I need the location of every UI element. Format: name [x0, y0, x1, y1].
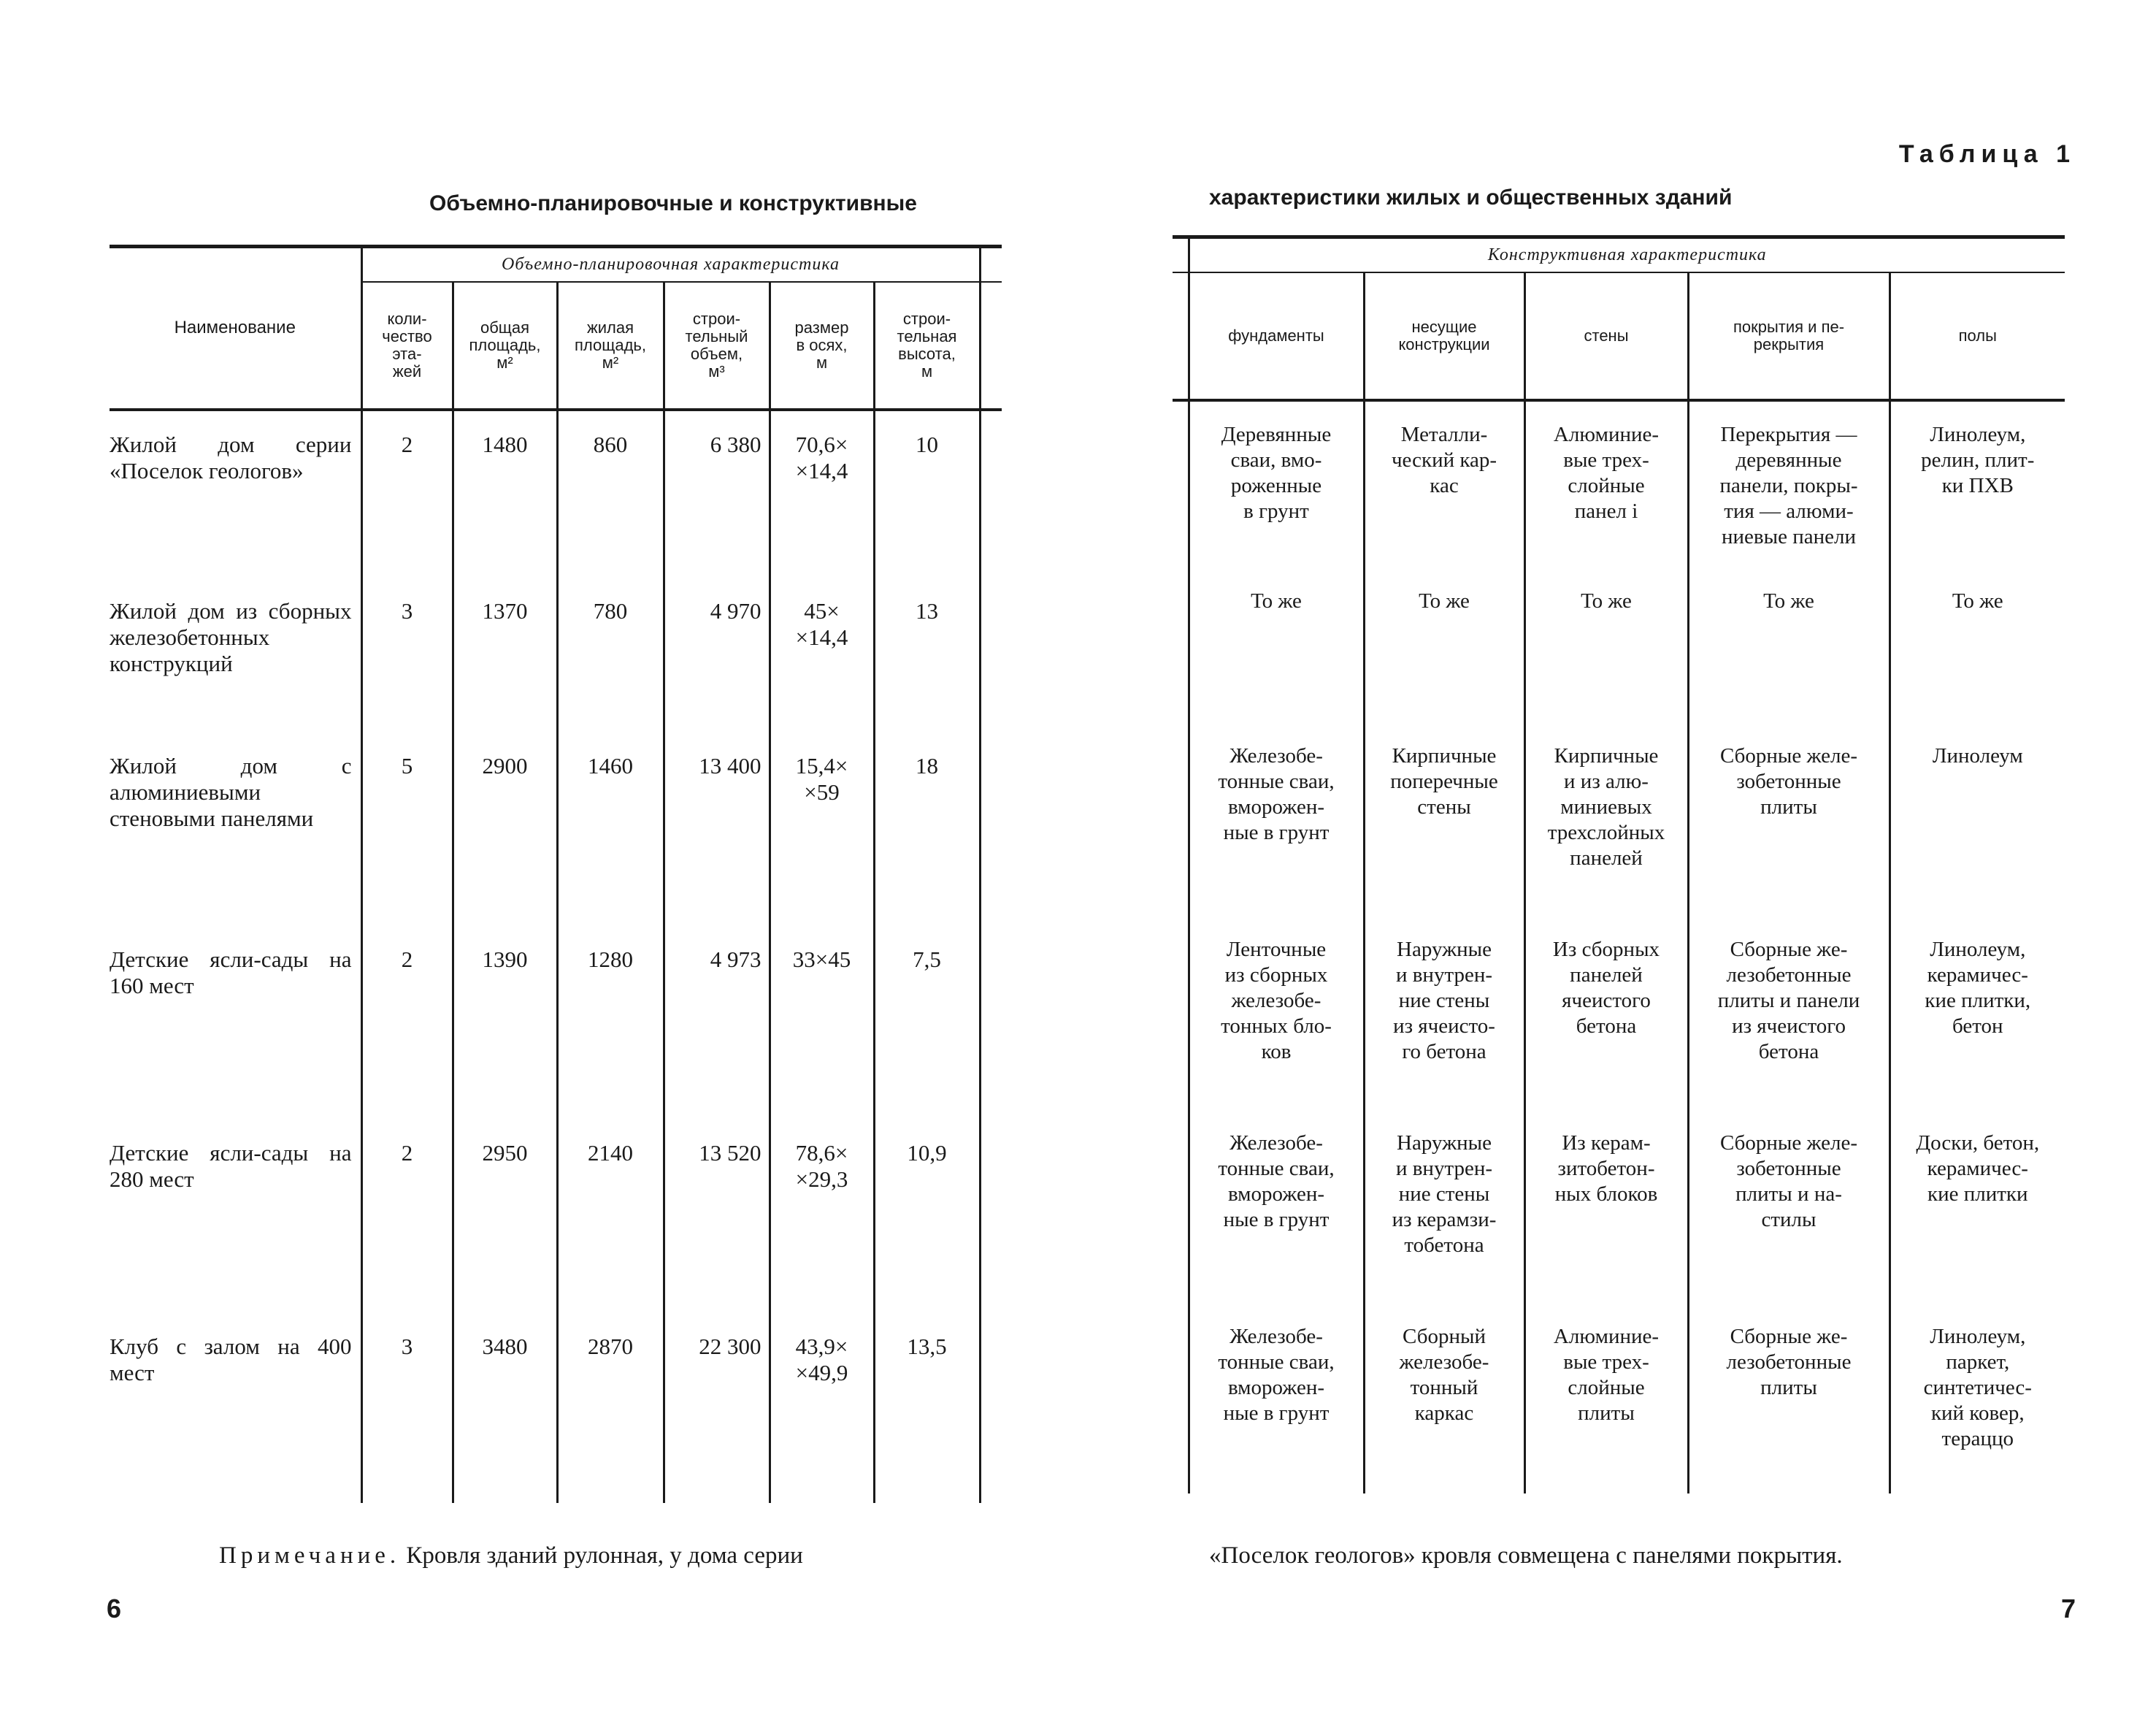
cell-building-name: Жилой дом серии «Поселок геологов»: [110, 431, 352, 483]
cell-building-name: Жилой дом с алюминиевыми стеновыми панелями: [110, 752, 352, 831]
col-floors-cover-header: полы: [1890, 272, 2065, 400]
cell-volume: 13 400: [664, 733, 770, 926]
cell-walls: Из сборных панелей ячеистого бетона: [1524, 917, 1688, 1110]
cell-floors: 3: [361, 1313, 453, 1503]
col-living-area-header: жилая площадь, м²: [557, 282, 664, 410]
col-volume-header: строи- тельный объем, м³: [664, 282, 770, 410]
row-spacer: [980, 733, 1002, 926]
cell-total-area: 1480: [453, 410, 557, 578]
cell-roofing: Сборные желе- зобетонные плиты и на- стилы: [1688, 1110, 1890, 1304]
cell-floors: 2: [361, 410, 453, 578]
cell-bearing: Металли- ческий кар- кас: [1364, 400, 1524, 568]
cell-height: 18: [874, 733, 980, 926]
header-spacer: [1173, 237, 1189, 272]
col-walls-header: стены: [1524, 272, 1688, 400]
cell-axes-size: 70,6× ×14,4: [770, 410, 874, 578]
cell-living-area: 780: [557, 578, 664, 733]
cell-roofing: Перекрытия — деревянные панели, покры- тия — алюми- ниевые панели: [1688, 400, 1890, 568]
cell-floors-cover: Линолеум, керамичес- кие плитки, бетон: [1890, 917, 2065, 1110]
row-spacer: [1173, 1304, 1189, 1493]
cell-volume: 4 973: [664, 926, 770, 1120]
cell-floors-cover: Доски, бетон, керамичес- кие плитки: [1890, 1110, 2065, 1304]
table-row: [110, 1313, 1002, 1503]
row-spacer: [980, 1313, 1002, 1503]
cell-building-name: Жилой дом из сборных железобетонных конструкций: [110, 597, 352, 676]
cell-roofing: Сборные же- лезобетонные плиты и панели из ячеистого бетона: [1688, 917, 1890, 1110]
cell-height: 10,9: [874, 1120, 980, 1313]
cell-floors: 5: [361, 733, 453, 926]
col-roofing-header: покрытия и пе- рекрытия: [1688, 272, 1890, 400]
page-number-right: 7: [2060, 1594, 2076, 1623]
cell-floors-cover: Линолеум: [1890, 723, 2065, 917]
table-row: [110, 926, 1002, 1120]
row-spacer: [980, 926, 1002, 1120]
cell-living-area: 860: [557, 410, 664, 578]
cell-floors: 2: [361, 1120, 453, 1313]
header-spacer: [1173, 272, 1189, 400]
cell-volume: 6 380: [664, 410, 770, 578]
row-spacer: [1173, 1110, 1189, 1304]
cell-foundations: Деревянные сваи, вмо- роженные в грунт: [1189, 400, 1364, 568]
col-floors-header: коли- чество эта- жей: [361, 282, 453, 410]
table-row: [110, 1120, 1002, 1313]
table-row: [1173, 1110, 2065, 1304]
cell-floors-cover: То же: [1890, 568, 2065, 723]
cell-foundations: Железобе- тонные сваи, вморожен- ные в грунт: [1189, 723, 1364, 917]
name-header: Наименование: [110, 247, 361, 410]
cell-volume: 4 970: [664, 578, 770, 733]
row-spacer: [1173, 917, 1189, 1110]
cell-axes-size: 43,9× ×49,9: [770, 1313, 874, 1503]
cell-volume: 22 300: [664, 1313, 770, 1503]
table-label: Таблица 1: [1898, 140, 2076, 168]
cell-building-name: Детские ясли-сады на 280 мест: [110, 1139, 352, 1192]
row-spacer: [1173, 723, 1189, 917]
cell-axes-size: 15,4× ×59: [770, 733, 874, 926]
cell-total-area: 1390: [453, 926, 557, 1120]
cell-living-area: 1280: [557, 926, 664, 1120]
page-number-left: 6: [107, 1594, 122, 1623]
note-right: «Поселок геологов» кровля совмещена с панелями покрытия.: [1209, 1542, 1843, 1569]
cell-walls: Алюминие- вые трех- слойные панел і: [1524, 400, 1688, 568]
row-spacer: [980, 410, 1002, 578]
table-row: [1173, 723, 2065, 917]
cell-foundations: Ленточные из сборных железобе- тонных бло- ков: [1189, 917, 1364, 1110]
table-row: [110, 410, 1002, 578]
cell-height: 13,5: [874, 1313, 980, 1503]
planning-table: [110, 245, 1002, 1503]
table-row: [1173, 1304, 2065, 1493]
cell-floors: 3: [361, 578, 453, 733]
col-foundations-header: фундаменты: [1189, 272, 1364, 400]
note-left: [219, 1542, 803, 1569]
cell-bearing: Кирпичные поперечные стены: [1364, 723, 1524, 917]
row-spacer: [980, 1120, 1002, 1313]
table-row: [1173, 917, 2065, 1110]
cell-walls: То же: [1524, 568, 1688, 723]
cell-walls: Из керам- зитобетон- ных блоков: [1524, 1110, 1688, 1304]
cell-building-name: Детские ясли-сады на 160 мест: [110, 946, 352, 998]
cell-volume: 13 520: [664, 1120, 770, 1313]
table-row: [1173, 400, 2065, 568]
cell-bearing: Наружные и внутрен- ние стены из керамзи- тобетона: [1364, 1110, 1524, 1304]
col-axes-header: размер в осях, м: [770, 282, 874, 410]
cell-total-area: 2900: [453, 733, 557, 926]
right-page: [1078, 0, 2156, 1725]
row-spacer: [1173, 568, 1189, 723]
cell-height: 7,5: [874, 926, 980, 1120]
row-spacer: [1173, 400, 1189, 568]
table-title-left: Объемно-планировочные и конструктивные: [429, 191, 917, 215]
cell-foundations: То же: [1189, 568, 1364, 723]
cell-roofing: Сборные желе- зобетонные плиты: [1688, 723, 1890, 917]
cell-total-area: 2950: [453, 1120, 557, 1313]
table-row: [110, 578, 1002, 733]
table-row: [110, 733, 1002, 926]
cell-foundations: Железобе- тонные сваи, вморожен- ные в грунт: [1189, 1304, 1364, 1493]
cell-floors-cover: Линолеум, релин, плит- ки ПХВ: [1890, 400, 2065, 568]
note-lead: Примечание.: [219, 1542, 401, 1569]
cell-living-area: 2140: [557, 1120, 664, 1313]
cell-axes-size: 78,6× ×29,3: [770, 1120, 874, 1313]
col-total-area-header: общая площадь, м²: [453, 282, 557, 410]
cell-height: 10: [874, 410, 980, 578]
cell-walls: Алюминие- вые трех- слойные плиты: [1524, 1304, 1688, 1493]
cell-axes-size: 45× ×14,4: [770, 578, 874, 733]
cell-living-area: 1460: [557, 733, 664, 926]
construction-table: [1173, 235, 2065, 1493]
cell-foundations: Железобе- тонные сваи, вморожен- ные в грунт: [1189, 1110, 1364, 1304]
cell-axes-size: 33×45: [770, 926, 874, 1120]
cell-floors: 2: [361, 926, 453, 1120]
cell-floors-cover: Линолеум, паркет, синтетичес- кий ковер, тераццо: [1890, 1304, 2065, 1493]
cell-building-name: Клуб с залом на 400 мест: [110, 1333, 352, 1385]
cell-bearing: То же: [1364, 568, 1524, 723]
cell-total-area: 3480: [453, 1313, 557, 1503]
col-height-header: строи- тельная высота, м: [874, 282, 980, 410]
cell-roofing: То же: [1688, 568, 1890, 723]
row-spacer: [980, 578, 1002, 733]
cell-roofing: Сборные же- лезобетонные плиты: [1688, 1304, 1890, 1493]
cell-walls: Кирпичные и из алю- миниевых трехслойных панелей: [1524, 723, 1688, 917]
header-spacer: [980, 282, 1002, 410]
cell-height: 13: [874, 578, 980, 733]
cell-bearing: Наружные и внутрен- ние стены из ячеисто- го бетона: [1364, 917, 1524, 1110]
cell-bearing: Сборный железобе- тонный каркас: [1364, 1304, 1524, 1493]
table-title-right: характеристики жилых и общественных зданий: [1209, 185, 1733, 210]
planning-group-header: Объемно-планировочная характеристика: [361, 247, 980, 282]
col-bearing-header: несущие конструкции: [1364, 272, 1524, 400]
cell-total-area: 1370: [453, 578, 557, 733]
cell-living-area: 2870: [557, 1313, 664, 1503]
table-row: [1173, 568, 2065, 723]
note-text-left: Кровля зданий рулонная, у дома серии: [406, 1542, 803, 1569]
construction-group-header: Конструктивная характеристика: [1189, 237, 2065, 272]
header-spacer: [980, 247, 1002, 282]
